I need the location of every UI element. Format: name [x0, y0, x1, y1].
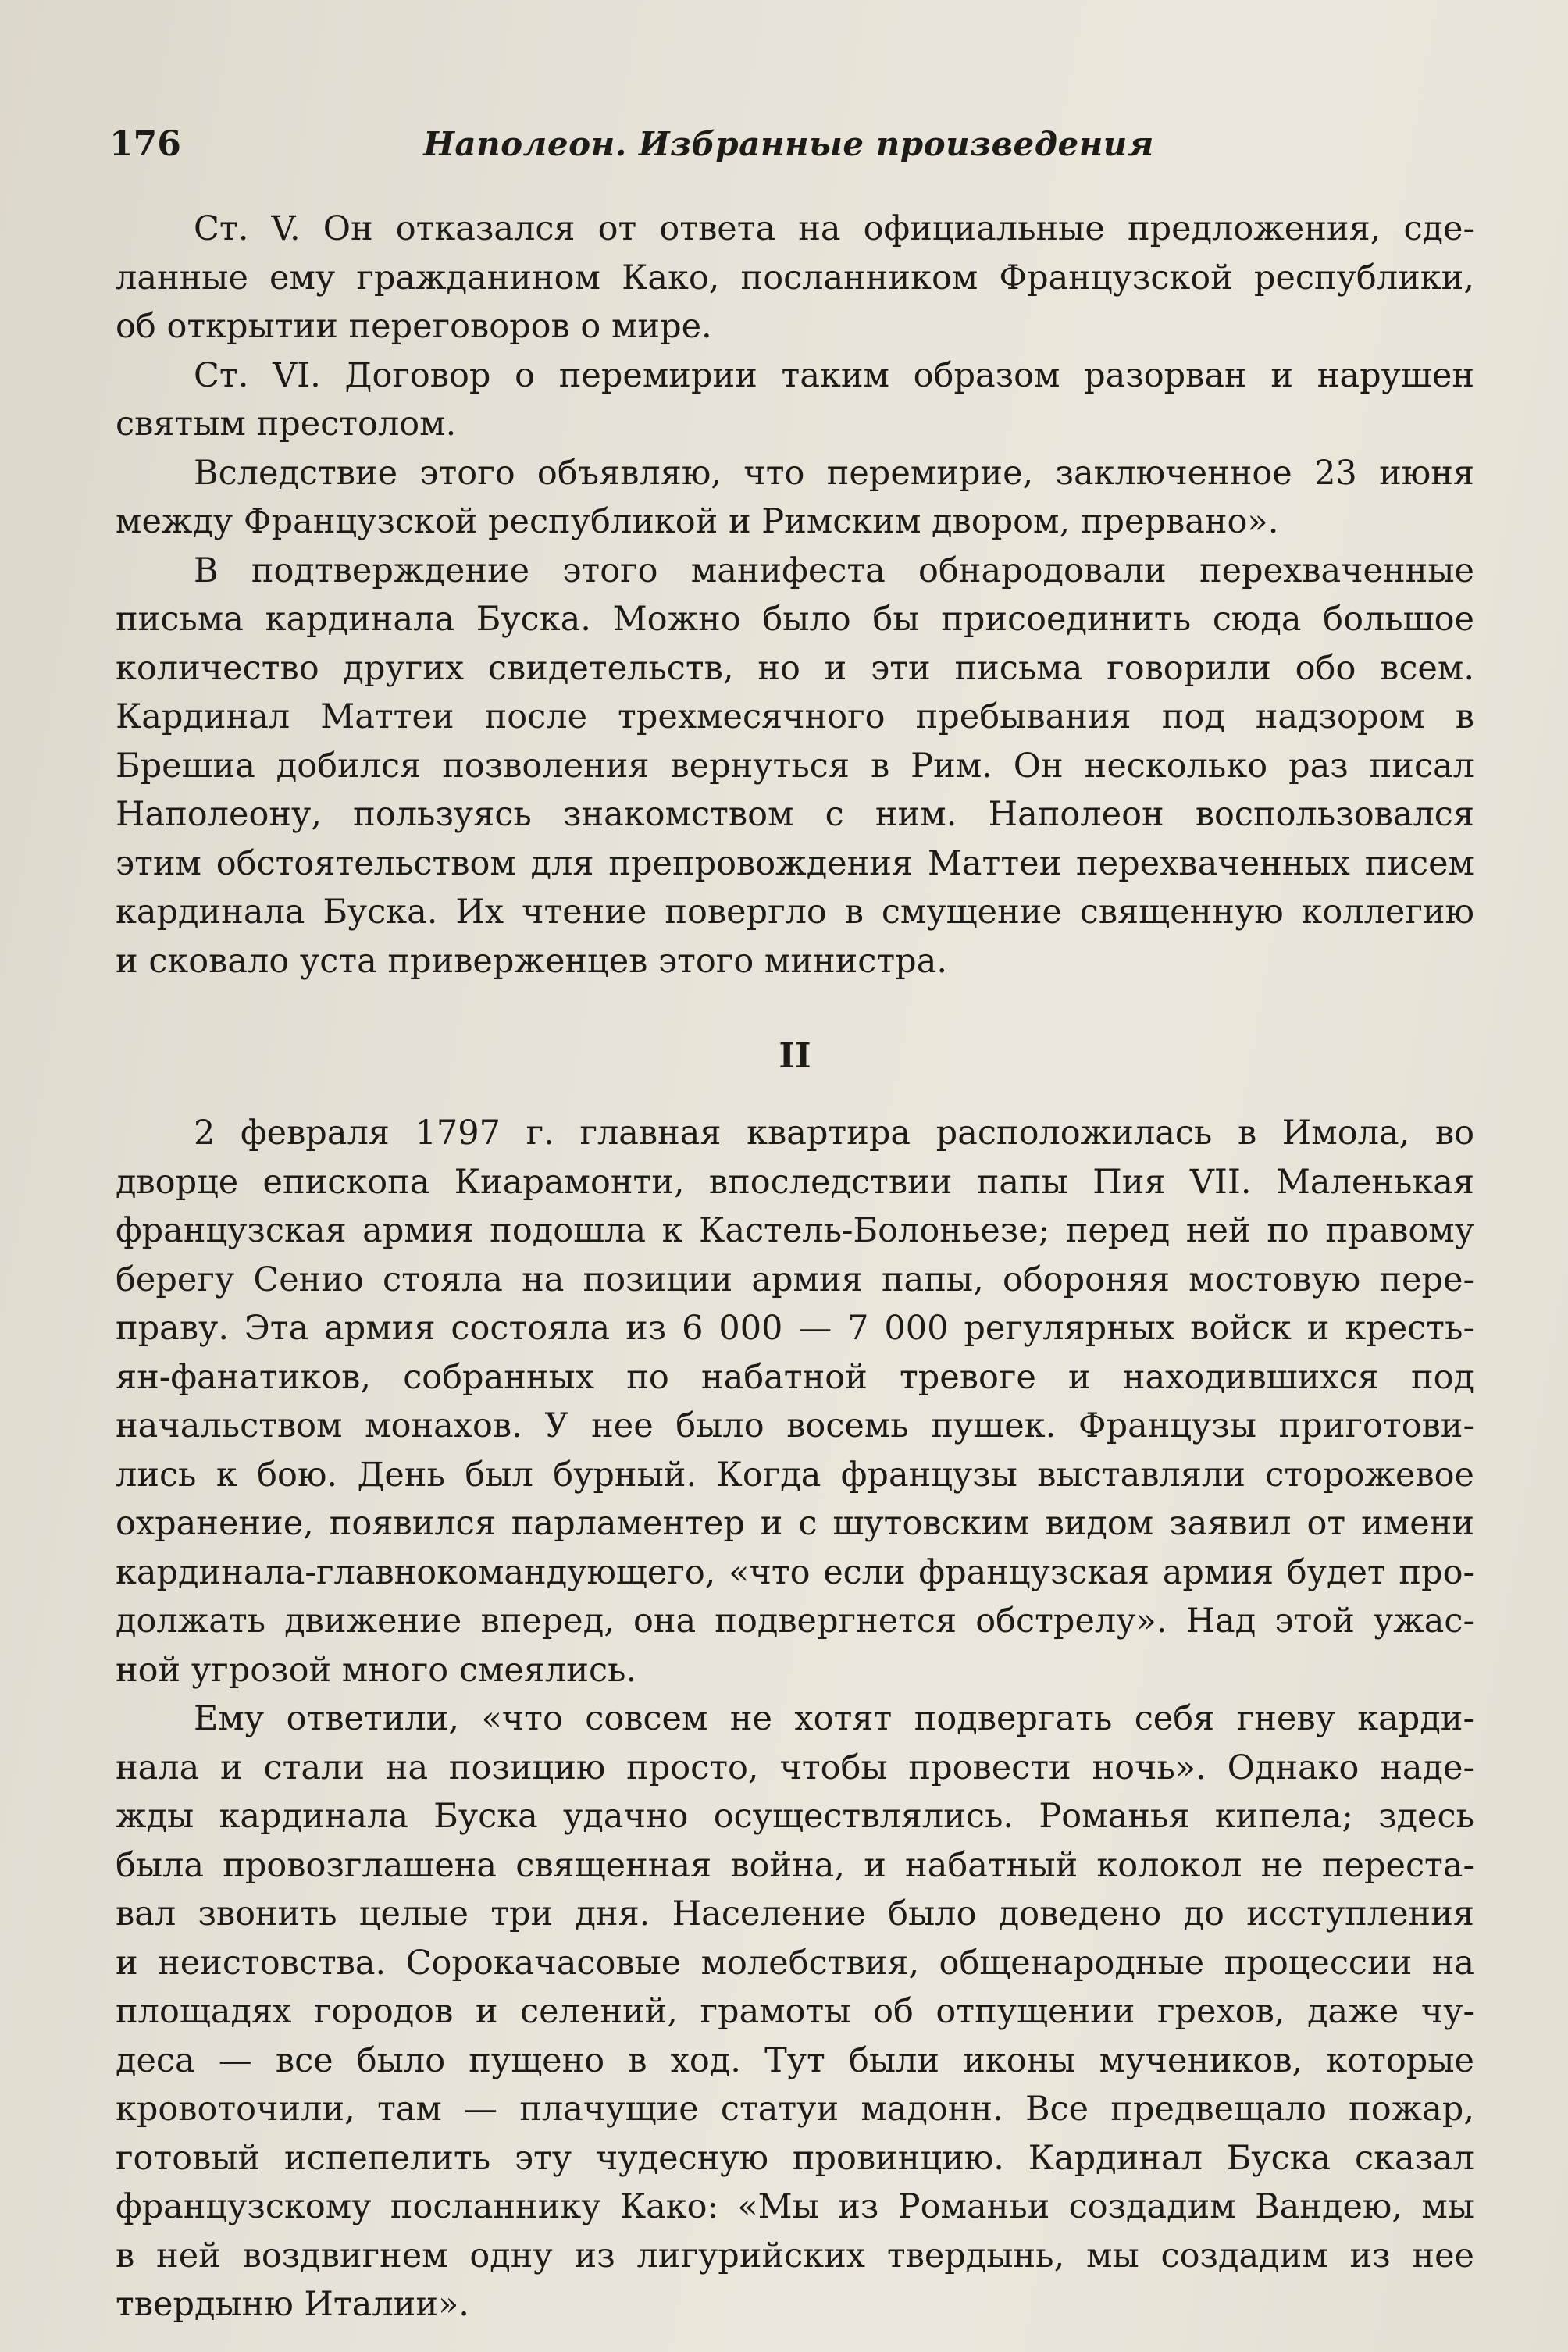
text-line: Ст. V. Он отказался от ответа на официальные предложения, сде-: [194, 209, 1474, 248]
text-line: французская армия подошла к Кастель-Болоньезе; перед ней по правому: [116, 1211, 1474, 1250]
text-line: 2 февраля 1797 г. главная квартира расположилась в Имола, во: [194, 1114, 1474, 1153]
running-title: Наполеон. Избранные произведения: [423, 125, 1154, 163]
text-line: и неистовства. Сорокачасовые молебствия, общенародные процессии на: [116, 1943, 1474, 1983]
text-line: нала и стали на позицию просто, чтобы провести ночь». Однако наде-: [116, 1748, 1474, 1787]
text-line: жды кардинала Буска удачно осуществлялись. Романья кипела; здесь: [116, 1797, 1474, 1836]
text-line: В подтверждение этого манифеста обнародовали перехваченные: [194, 551, 1474, 590]
text-line: письма кардинала Буска. Можно было бы присоединить сюда большое: [116, 600, 1474, 639]
text-line: в ней воздвигнем одну из лигурийских твердынь, мы создадим из нее: [116, 2236, 1474, 2275]
text-line: этим обстоятельством для препровождения Маттеи перехваченных писем: [116, 843, 1474, 883]
text-line: дворце епископа Киарамонти, впоследствии папы Пия VII. Маленькая: [116, 1162, 1474, 1202]
text-line: ной угрозой много смеялись.: [116, 1650, 637, 1690]
text-line: святым престолом.: [116, 404, 457, 444]
text-line: охранение, появился парламентер и с шутовским видом заявил от имени: [116, 1504, 1474, 1543]
text-line: площадях городов и селений, грамоты об отпущении грехов, даже чу-: [116, 1992, 1474, 2031]
page-number: 176: [109, 124, 181, 164]
text-line: французскому посланнику Како: «Мы из Романьи создадим Вандею, мы: [116, 2187, 1474, 2226]
text-line: праву. Эта армия состояла из 6 000 — 7 000 регулярных войск и кресть-: [116, 1309, 1474, 1348]
text-block-bottom: [116, 1109, 1474, 2329]
text-line: ян-фанатиков, собранных по набатной тревоге и находившихся под: [116, 1357, 1474, 1397]
text-line: кардинала-главнокомандующего, «что если французская армия будет про-: [116, 1552, 1474, 1592]
text-line: и сковало уста приверженцев этого министра.: [116, 941, 948, 981]
text-line: Брешиа добился позволения вернуться в Рим. Он несколько раз писал: [116, 746, 1474, 786]
text-line: Вследствие этого объявляю, что перемирие, заключенное 23 июня: [194, 453, 1474, 493]
text-line: между Французской республикой и Римским двором, прервано».: [116, 502, 1279, 541]
text-line: об открытии переговоров о мире.: [116, 307, 712, 346]
text-line: ланные ему гражданином Како, посланником Французской республики,: [116, 258, 1474, 298]
running-header: [109, 117, 1468, 172]
text-line: вал звонить целые три дня. Население было доведено до исступления: [116, 1894, 1474, 1933]
text-line: Наполеону, пользуясь знакомством с ним. Наполеон воспользовался: [116, 795, 1474, 834]
text-line: Кардинал Маттеи после трехмесячного пребывания под надзором в: [116, 697, 1474, 736]
text-line: кардинала Буска. Их чтение повергло в смущение священную коллегию: [116, 893, 1474, 932]
text-line: готовый испепелить эту чудесную провинцию. Кардинал Буска сказал: [116, 2138, 1474, 2178]
text-line: деса — все было пущено в ход. Тут были иконы мучеников, которые: [116, 2040, 1474, 2080]
text-block-top: [116, 205, 1474, 985]
text-line: Ему ответили, «что совсем не хотят подвергать себя гневу карди-: [194, 1699, 1474, 1738]
text-line: Ст. VI. Договор о перемирии таким образом разорван и нарушен: [194, 355, 1474, 395]
text-line: количество других свидетельств, но и эти письма говорили обо всем.: [116, 648, 1474, 688]
text-line: твердыню Италии».: [116, 2285, 469, 2324]
text-line: должать движение вперед, она подвергнется обстрелу». Над этой ужас-: [116, 1602, 1474, 1641]
text-line: берегу Сенио стояла на позиции армия папы, обороняя мостовую пере-: [116, 1260, 1474, 1299]
text-line: была провозглашена священная война, и набатный колокол не переста-: [116, 1845, 1474, 1885]
text-line: начальством монахов. У нее было восемь пушек. Французы приготови-: [116, 1406, 1474, 1445]
text-line: лись к бою. День был бурный. Когда французы выставляли сторожевое: [116, 1455, 1474, 1495]
section-heading: II: [779, 1036, 811, 1076]
text-line: кровоточили, там — плачущие статуи мадонн. Все предвещало пожар,: [116, 2090, 1474, 2129]
